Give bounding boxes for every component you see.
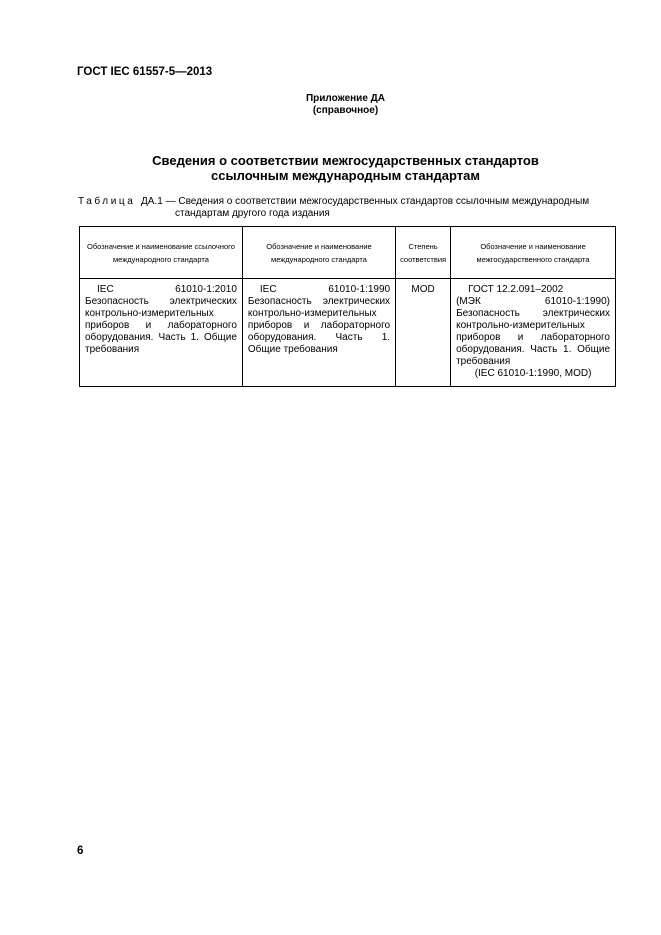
cell-interstate-standard	[451, 279, 616, 387]
table-caption	[78, 196, 618, 220]
table-caption-text-cont: стандартам другого года издания	[175, 208, 330, 219]
page-number: 6	[77, 845, 84, 857]
table-caption-label: Таблица	[78, 196, 136, 207]
cell-interstate-title: (МЭК 61010-1:1990) Безопасность электрических контрольно-измерительных приборов и лабораторного оборудования. Часть 1. Общие требования	[456, 296, 610, 367]
document-header: ГОСТ IEC 61557-5—2013	[77, 66, 213, 78]
document-title-line1: Сведения о соответствии межгосударственных стандартов	[152, 153, 539, 168]
table-caption-text: — Сведения о соответствии межгосударственных стандартов ссылочным международным	[165, 196, 590, 207]
cell-interstate-code: ГОСТ 12.2.091–2002	[468, 284, 564, 295]
appendix-title: Приложение ДА	[305, 93, 386, 104]
table-row	[80, 279, 616, 387]
cell-interstate-ref: (IEC 61010-1:1990, MOD)	[474, 368, 592, 379]
header-interstate-standard: Обозначение и наименование межгосударственного стандарта	[451, 227, 616, 279]
cell-ref-standard: IEC 61010-1:2010 Безопасность электрических контрольно-измерительных приборов и лабораторного оборудования. Часть 1. Общие требования	[80, 279, 243, 387]
document-title	[0, 153, 661, 183]
header-intl-standard: Обозначение и наименование международного стандарта	[242, 227, 395, 279]
header-ref-standard: Обозначение и наименование ссылочного международного стандарта	[80, 227, 243, 279]
appendix-heading	[0, 93, 661, 117]
appendix-subtitle: (справочное)	[312, 105, 379, 116]
standards-table	[79, 226, 616, 387]
table-caption-number: ДА.1	[140, 196, 163, 207]
table-header-row	[80, 227, 616, 279]
cell-degree: MOD	[396, 279, 451, 387]
document-title-line2: ссылочным международным стандартам	[211, 168, 480, 183]
header-degree: Степень соответствия	[396, 227, 451, 279]
cell-intl-standard: IEC 61010-1:1990 Безопасность электрических контрольно-измерительных приборов и лабораторного оборудования. Часть 1. Общие требования	[242, 279, 395, 387]
